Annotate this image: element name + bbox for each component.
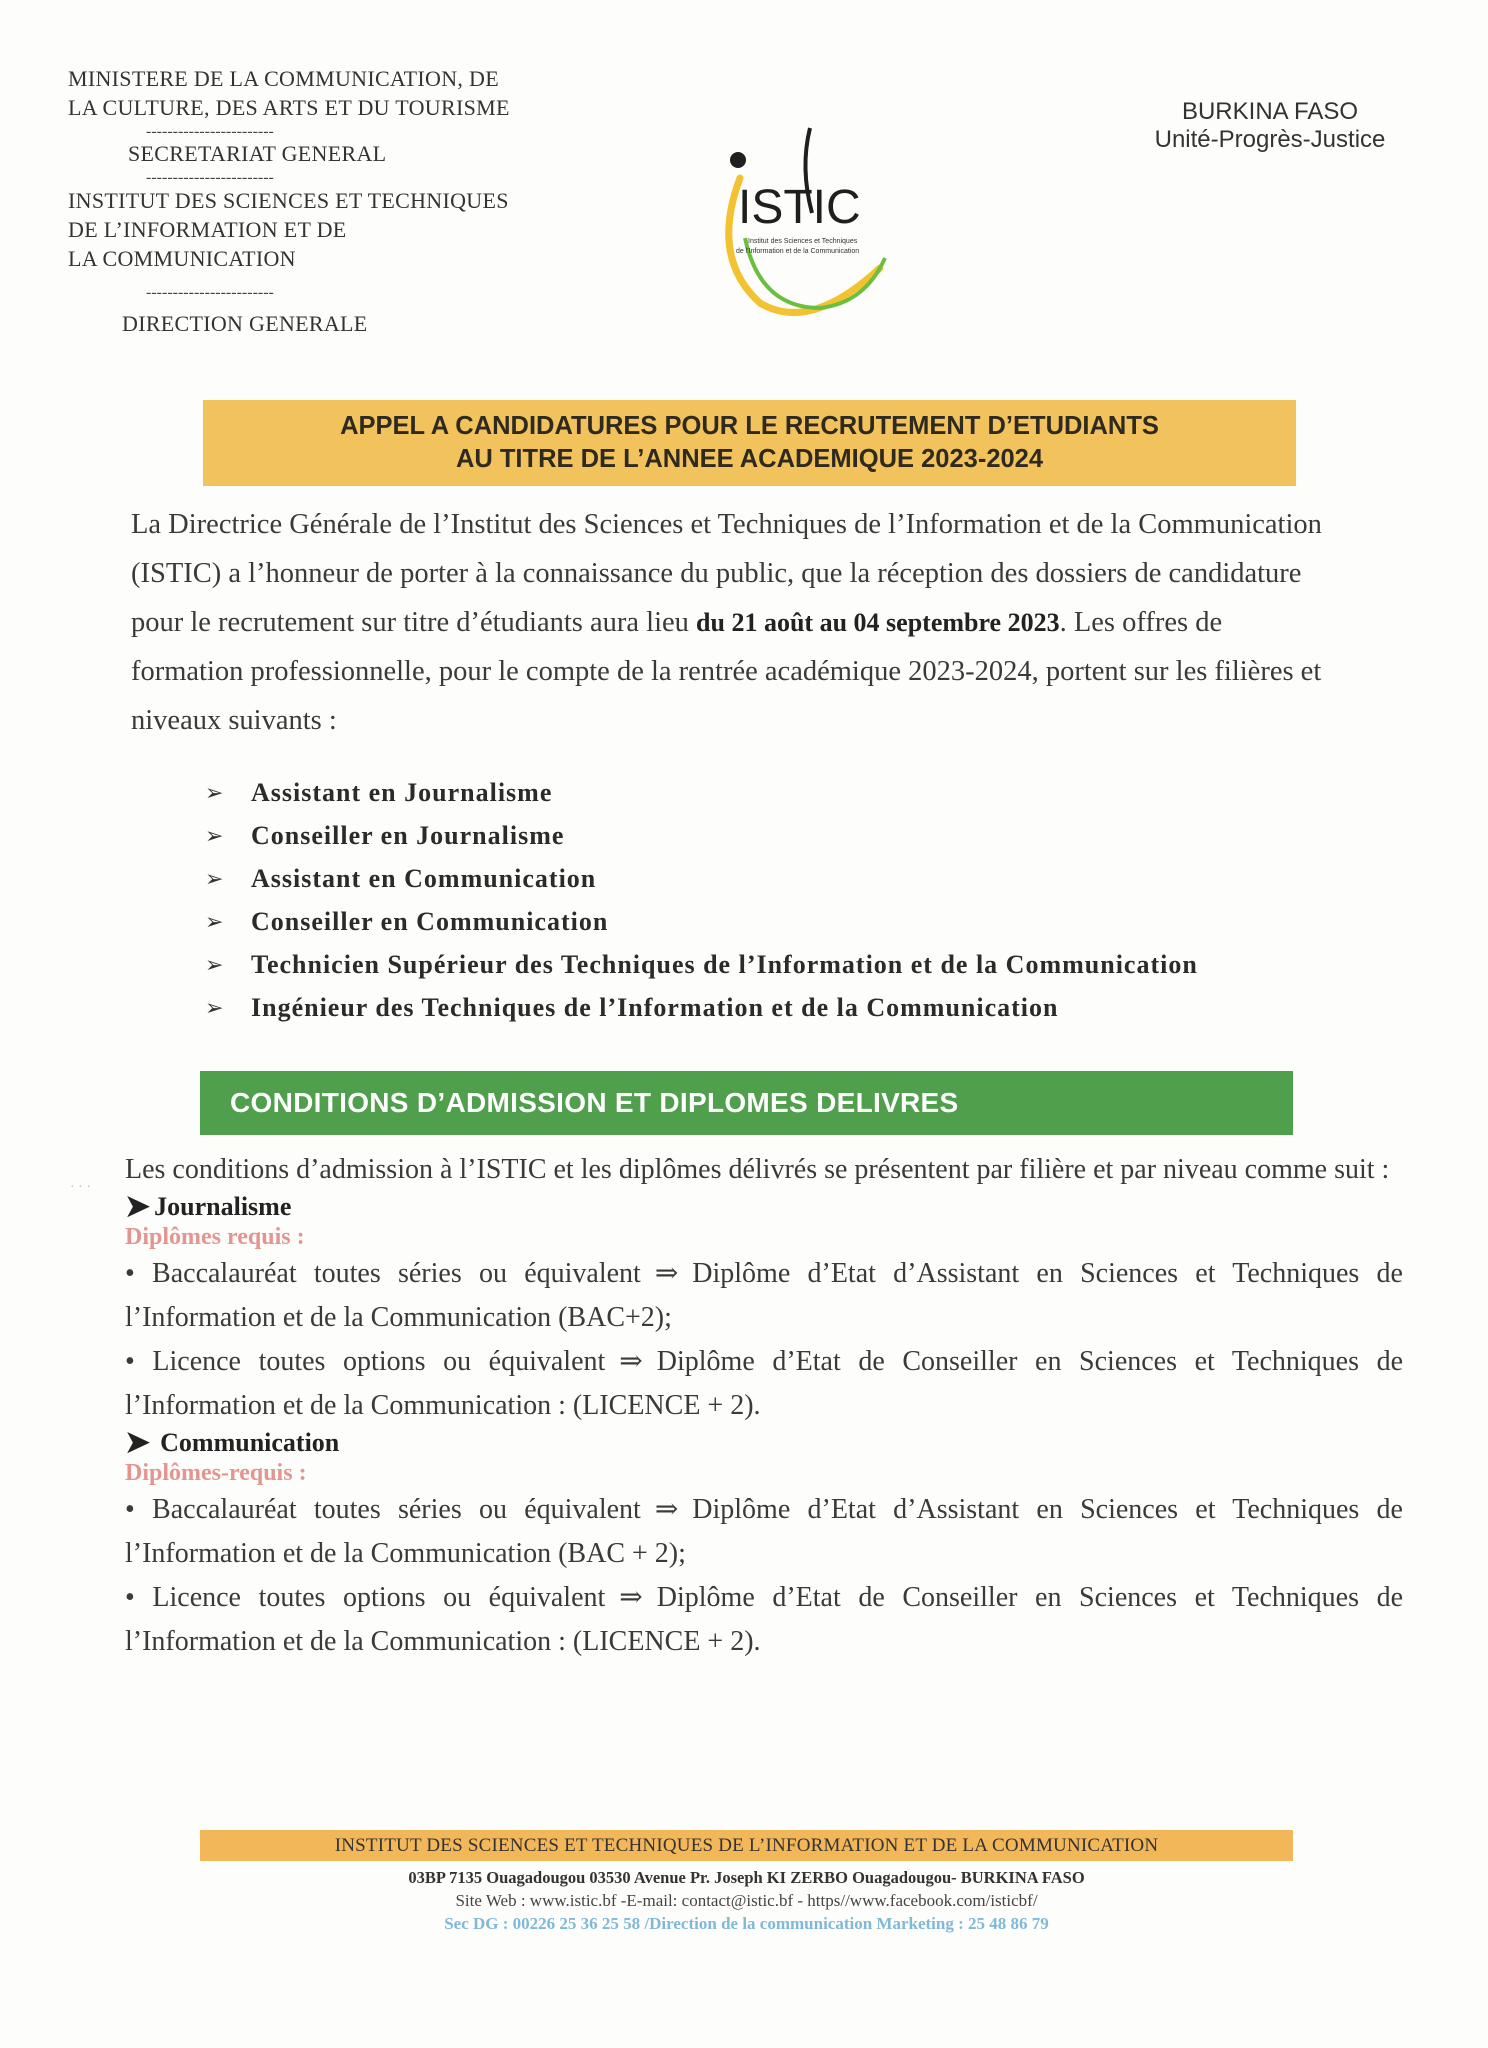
program-label: Ingénieur des Techniques de l’Information et de la Communication xyxy=(251,992,1059,1022)
arrow-icon: ➢ xyxy=(205,951,224,977)
pointer-icon: ➤ xyxy=(125,1426,151,1459)
pointer-icon: ➤ xyxy=(125,1190,151,1223)
intro-dates: du 21 août au 04 septembre 2023 xyxy=(696,608,1060,637)
arrow-icon: ➢ xyxy=(205,908,224,934)
logo-text: ISTIC xyxy=(738,181,861,234)
condition-requirement: • Licence toutes options ou équivalent xyxy=(125,1346,606,1377)
list-item xyxy=(205,857,1355,900)
implies-icon: ⇒ xyxy=(654,1258,679,1289)
list-item xyxy=(205,814,1355,857)
arrow-icon: ➢ xyxy=(205,822,224,848)
separator: ------------------------ xyxy=(146,284,274,301)
condition-requirement: • Baccalauréat toutes séries ou équivalent xyxy=(125,1258,641,1289)
condition-item xyxy=(125,1576,1403,1664)
footer-address: 03BP 7135 Ouagadougou 03530 Avenue Pr. Joseph KI ZERBO Ouagadougou- BURKINA FASO xyxy=(408,1868,1085,1887)
scan-speck: · · · xyxy=(70,1180,91,1195)
required-label: Diplômes requis : xyxy=(125,1224,305,1250)
implies-icon: ⇒ xyxy=(619,1346,643,1377)
istic-logo xyxy=(700,118,900,318)
separator: ------------------------ xyxy=(146,169,274,186)
arrow-icon: ➢ xyxy=(205,779,224,805)
condition-diploma: Diplôme d’Etat de Conseiller en Sciences et Techniques de l’Information et de la Communication : (LICENCE + 2). xyxy=(125,1582,1403,1657)
program-label: Conseiller en Journalisme xyxy=(251,820,565,850)
footer-phones: Sec DG : 00226 25 36 25 58 /Direction de la communication Marketing : 25 48 86 79 xyxy=(444,1914,1049,1933)
institute-line: DE L’INFORMATION ET DE xyxy=(68,217,347,242)
intro-paragraph xyxy=(131,500,1336,745)
program-label: Assistant en Journalisme xyxy=(251,777,553,807)
conditions-banner xyxy=(200,1071,1293,1135)
footer-institute: INSTITUT DES SCIENCES ET TECHNIQUES DE L’INFORMATION ET DE LA COMMUNICATION xyxy=(334,1834,1159,1856)
required-label: Diplômes-requis : xyxy=(125,1460,307,1486)
ministry-header xyxy=(68,64,608,338)
ministry-line: LA CULTURE, DES ARTS ET DU TOURISME xyxy=(68,95,510,120)
condition-item xyxy=(125,1488,1403,1576)
country-motto: Unité-Progrès-Justice xyxy=(1154,126,1386,153)
condition-requirement: • Licence toutes options ou équivalent xyxy=(125,1582,606,1613)
implies-icon: ⇒ xyxy=(619,1582,643,1613)
separator: ------------------------ xyxy=(146,123,274,140)
conditions-heading: CONDITIONS D’ADMISSION ET DIPLOMES DELIVRES xyxy=(230,1087,959,1118)
arrow-icon: ➢ xyxy=(205,865,224,891)
list-item xyxy=(205,771,1355,814)
conditions-body xyxy=(125,1148,1403,1664)
footer-web[interactable]: Site Web : www.istic.bf -E-mail: contact@istic.bf - https//www.facebook.com/isticbf/ xyxy=(455,1891,1038,1910)
condition-item xyxy=(125,1340,1403,1428)
country-name: BURKINA FASO xyxy=(1181,98,1359,125)
implies-icon: ⇒ xyxy=(654,1494,679,1525)
title-line: APPEL A CANDIDATURES POUR LE RECRUTEMENT D’ETUDIANTS xyxy=(340,412,1159,440)
arrow-icon: ➢ xyxy=(205,994,224,1020)
list-item xyxy=(205,900,1355,943)
ministry-line: MINISTERE DE LA COMMUNICATION, DE xyxy=(68,66,499,91)
program-label: Conseiller en Communication xyxy=(251,906,609,936)
section-heading xyxy=(125,1428,1403,1458)
country-header xyxy=(1120,98,1420,154)
institute-line: INSTITUT DES SCIENCES ET TECHNIQUES xyxy=(68,188,509,213)
section-name: Communication xyxy=(160,1428,340,1457)
svg-text:Institut des Sciences et Techn: Institut des Sciences et Techniques xyxy=(748,238,858,245)
intro-text: . Les offres de formation professionnelle, pour le compte de la rentrée académique 2023-2024, portent sur les filières et niveaux suivants : xyxy=(131,607,1322,736)
program-label: Assistant en Communication xyxy=(251,863,597,893)
section-heading xyxy=(125,1192,1403,1222)
condition-diploma: Diplôme d’Etat d’Assistant en Sciences et Techniques de l’Information et de la Communication (BAC + 2); xyxy=(125,1494,1403,1569)
footer-contact xyxy=(200,1866,1293,1935)
condition-diploma: Diplôme d’Etat de Conseiller en Sciences et Techniques de l’Information et de la Communication : (LICENCE + 2). xyxy=(125,1346,1403,1421)
program-label: Technicien Supérieur des Techniques de l’Information et de la Communication xyxy=(251,949,1198,979)
title-banner xyxy=(203,400,1296,486)
condition-requirement: • Baccalauréat toutes séries ou équivalent xyxy=(125,1494,641,1525)
section-name: Journalisme xyxy=(154,1192,292,1221)
list-item xyxy=(205,986,1355,1029)
program-list xyxy=(205,771,1355,1029)
title-line: AU TITRE DE L’ANNEE ACADEMIQUE 2023-2024 xyxy=(455,445,1044,473)
list-item xyxy=(205,943,1355,986)
condition-item xyxy=(125,1252,1403,1340)
conditions-intro: Les conditions d’admission à l’ISTIC et les diplômes délivrés se présentent par filière et par niveau comme suit : xyxy=(125,1154,1390,1185)
secretariat-label: SECRETARIAT GENERAL xyxy=(128,141,387,166)
intro-text: La Directrice Générale de l’Institut des Sciences et Techniques de l’Information et de la Communication (ISTIC) a l’honneur de porter à la connaissance du public, que la réception des dossiers de candidature pour le recrutement sur titre d’étudiants aura lieu xyxy=(131,509,1322,638)
svg-text:de l'Information et de la Comm: de l'Information et de la Communication xyxy=(736,248,860,255)
footer-banner xyxy=(200,1830,1293,1861)
direction-label: DIRECTION GENERALE xyxy=(122,311,368,336)
condition-diploma: Diplôme d’Etat d’Assistant en Sciences et Techniques de l’Information et de la Communication (BAC+2); xyxy=(125,1258,1403,1333)
institute-line: LA COMMUNICATION xyxy=(68,246,296,271)
